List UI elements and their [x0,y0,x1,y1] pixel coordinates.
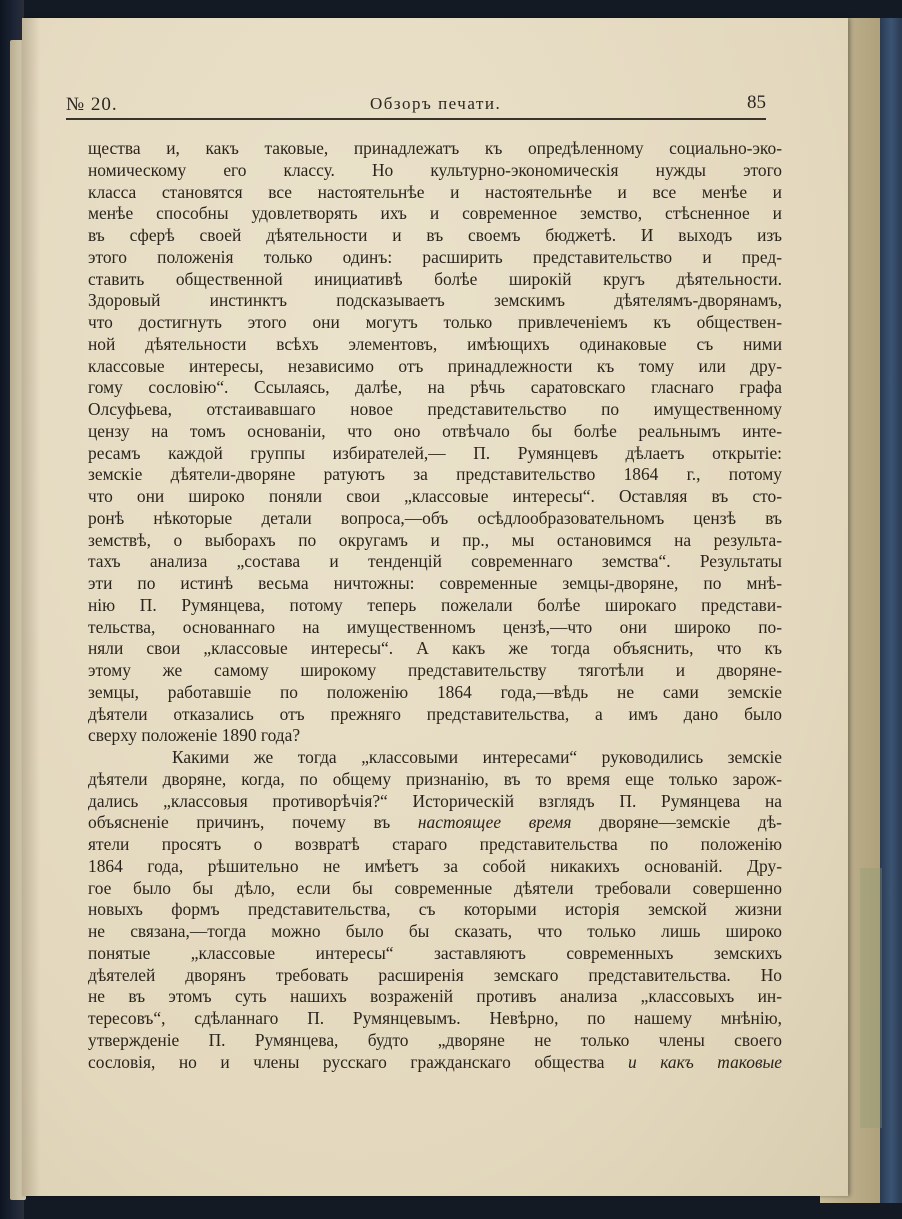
text-line: классовые интересы, независимо отъ принадлежности къ тому или дру- [88,355,782,376]
text-segment: дворяне—земскіе дѣ- [599,812,782,833]
text-line: не въ этомъ суть нашихъ возраженій противъ анализа „классовыхъ ин- [88,986,782,1007]
text-line: цензу на томъ основаніи, что оно отвѣчало бы болѣе реальнымъ инте- [88,420,782,441]
text-line: утвержденіе П. Румянцева, будто „дворяне не только члены своего [88,1029,782,1050]
running-header [66,80,766,120]
italic-emphasis: и какъ таковые [627,1051,782,1072]
text-line: что они широко поняли свои „классовые интересы“. Оставляя въ сто- [88,486,782,506]
text-line: гому сословію“. Ссылаясь, далѣе, на рѣчь саратовскаго гласнаго графа [88,377,782,398]
text-line: менѣе способны удовлетворять ихъ и современное земство, стѣсненное и [88,203,782,224]
text-line: ронѣ нѣкоторые детали вопроса,—объ осѣдлообразовательномъ цензѣ въ [88,507,782,528]
text-line: въ сферѣ своей дѣятельности и въ своемъ бюджетѣ. И выходъ изъ [88,225,782,245]
text-line: няли свои „классовые интересы“. А какъ же тогда объяснить, что къ [88,638,782,659]
issue-number: № 20. [66,94,118,115]
book-cover-edge [880,18,902,1203]
text-line: земскіе дѣятели-дворяне ратуютъ за представительство 1864 г., потому [88,464,782,485]
text-line: земствѣ, о выборахъ по округамъ и пр., мы остановимся на результа- [88,529,782,550]
text-line: класса становятся все настоятельнѣе и настоятельнѣе и все менѣе и [88,181,782,202]
text-segment: объясненіе причинъ, почему въ [88,812,391,833]
paragraph-first-line: Какими же тогда „классовыми интересами“ руководились земскіе [172,747,782,767]
running-title: Обзоръ печати. [370,94,502,113]
text-line: этому же самому широкому представительству тяготѣли и дворяне- [88,660,782,680]
text-line: эти по истинѣ весьма ничтожны: современные земцы-дворяне, по мнѣ- [88,573,782,593]
header-rule [66,118,766,120]
text-line-mixed [88,812,782,834]
text-line: ресамъ каждой группы избирателей,— П. Румянцевъ дѣлаетъ открытіе: [88,442,782,463]
text-line: тересовъ“, сдѣланнаго П. Румянцевымъ. Невѣрно, по нашему мнѣнію, [88,1008,782,1028]
text-line-mixed [88,1052,782,1074]
text-line: дѣятели дворяне, когда, по общему признанію, въ то время еще только зарож- [88,768,782,789]
text-line: Здоровый инстинктъ подсказываетъ земскимъ дѣятелямъ-дворянамъ, [88,290,782,311]
text-line: ятели просятъ о возвратѣ стараго представительства по положенію [88,834,782,854]
text-segment: сословія, но и члены русскаго гражданскаго общества [88,1051,605,1072]
page-discoloration [860,868,882,1128]
page-number: 85 [747,92,766,113]
text-line: нію П. Румянцева, потому теперь пожелали болѣе широкаго представи- [88,594,782,615]
text-line: ной дѣятельности всѣхъ элементовъ, имѣющихъ одинаковые съ ними [88,333,782,354]
text-line: этого положенія только одинъ: расширить представительство и пред- [88,246,782,267]
body-text [88,138,782,1073]
text-line: понятые „классовые интересы“ заставляютъ современныхъ земскихъ [88,942,782,963]
text-line: дѣятелей дворянъ требовать расширенія земскаго представительства. Но [88,964,782,985]
text-line: земцы, работавшіе по положенію 1864 года,—вѣдь не сами земскіе [88,681,782,702]
text-line: гое было бы дѣло, если бы современные дѣятели требовали совершенно [88,877,782,898]
text-line: Олсуфьева, отстаивавшаго новое представительство по имущественному [88,399,782,419]
text-line: не связана,—тогда можно было бы сказать, что только лишь широко [88,921,782,941]
text-line: дались „классовыя противорѣчія?“ Историческій взглядъ П. Румянцева на [88,790,782,811]
text-line: 1864 года, рѣшительно не имѣетъ за собой никакихъ основаній. Дру- [88,855,782,876]
text-line: ставить общественной инициативѣ болѣе широкій кругъ дѣятельности. [88,268,782,289]
text-line: номическому его классу. Но культурно-экономическія нужды этого [88,159,782,180]
text-line: новыхъ формъ представительства, съ которыми исторія земской жизни [88,899,782,920]
text-line: дѣятели отказались отъ прежняго представительства, а имъ дано было [88,703,782,724]
text-line: сверху положеніе 1890 года? [88,725,301,746]
text-line: щества и, какъ таковые, принадлежатъ къ опредѣленному социально-эко- [88,138,782,158]
text-line: тельства, основаннаго на имущественномъ цензѣ,—что они широко по- [88,616,782,637]
italic-emphasis: настоящее время [417,812,572,833]
gutter-shadow [22,18,40,1196]
text-line: что достигнуть этого они могутъ только привлеченіемъ къ обществен- [88,312,782,332]
text-line: тахъ анализа „состава и тенденцій современнаго земства“. Результаты [88,551,782,572]
